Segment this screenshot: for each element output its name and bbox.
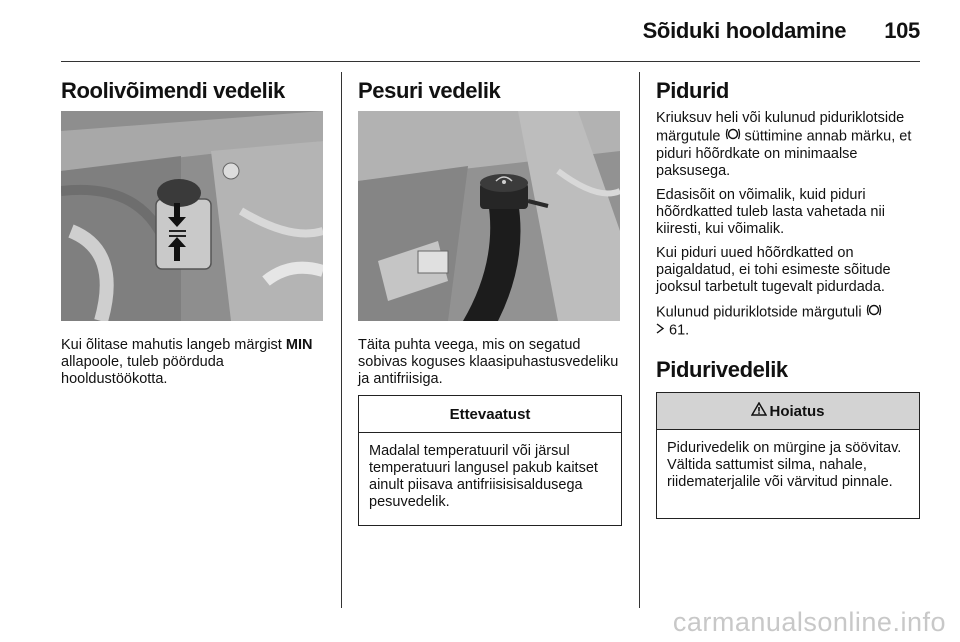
page-reference-icon[interactable] [656,322,665,339]
page-header [643,18,920,44]
brake-pad-warning-icon [725,127,741,146]
section-heading-brake-fluid: Pidurivedelik [656,357,788,383]
page-number: 105 [884,18,920,43]
column-divider-2 [639,72,640,608]
brakes-paragraph-2: Edasisõit on võimalik, kuid piduri hõõrdkatted tuleb lasta vahetada nii kiiresti, kui võimalik. [656,187,885,237]
warning-title: Hoiatus [769,402,825,420]
header-rule [61,61,920,62]
column-divider-1 [341,72,342,608]
caption-text-end: allapoole, tuleb pöörduda hooldustöökotta. [61,354,224,387]
brakes-paragraph-1: Kriuksuv heli või kulunud piduriklotside märgutule süttimine annab märku, et piduri hõõrdkate on minimaalse paksusega. [656,110,912,179]
power-steering-reservoir-photo [61,111,323,321]
min-mark-label: MIN [285,337,313,353]
power-steering-caption [61,337,329,388]
section-heading-brakes: Pidurid [656,78,729,103]
caption-text: Kui õlitase mahutis langeb märgist [61,337,286,353]
brakes-paragraph-4: Kulunud piduriklotside märgutuli 61. [656,303,926,339]
brakes-paragraph-3: Kui piduri uued hõõrdkatted on paigaldatud, ei tohi esimeste sõitude jooksul tarbetult tugevalt pidurdada. [656,245,891,295]
watermark: carmanualsonline.info [672,607,946,637]
column-brakes [656,78,926,383]
column-power-steering [61,78,331,104]
brake-pad-warning-icon [866,303,882,322]
notice-body: Madalal temperatuuril või järsul temperatuuri langusel pakub kaitset ainult piisava antifriisisisaldusega pesuvedelik. [369,443,598,510]
notice-box [358,395,622,526]
warning-triangle-icon [751,402,767,420]
page-header-title: Sõiduki hooldamine [642,18,847,43]
page-reference-link[interactable]: 61. [665,322,690,339]
warning-box [656,392,920,519]
washer-fluid-caption [358,337,633,388]
column-washer-fluid [358,78,628,104]
section-heading-washer-fluid: Pesuri vedelik [358,78,501,103]
washer-fluid-text: Täita puhta veega, mis on segatud sobivas koguses klaasipuhastusvedeliku ja antifriisiga. [358,337,619,387]
washer-reservoir-photo [358,111,620,321]
warning-title-bar [657,393,919,430]
section-heading-power-steering: Roolivõimendi vedelik [61,78,285,103]
notice-title: Ettevaatust [359,396,621,433]
warning-body: Pidurivedelik on mürgine ja söövitav. Vältida sattumist silma, nahale, riidematerjalile või värvitud pinnale. [667,440,902,490]
